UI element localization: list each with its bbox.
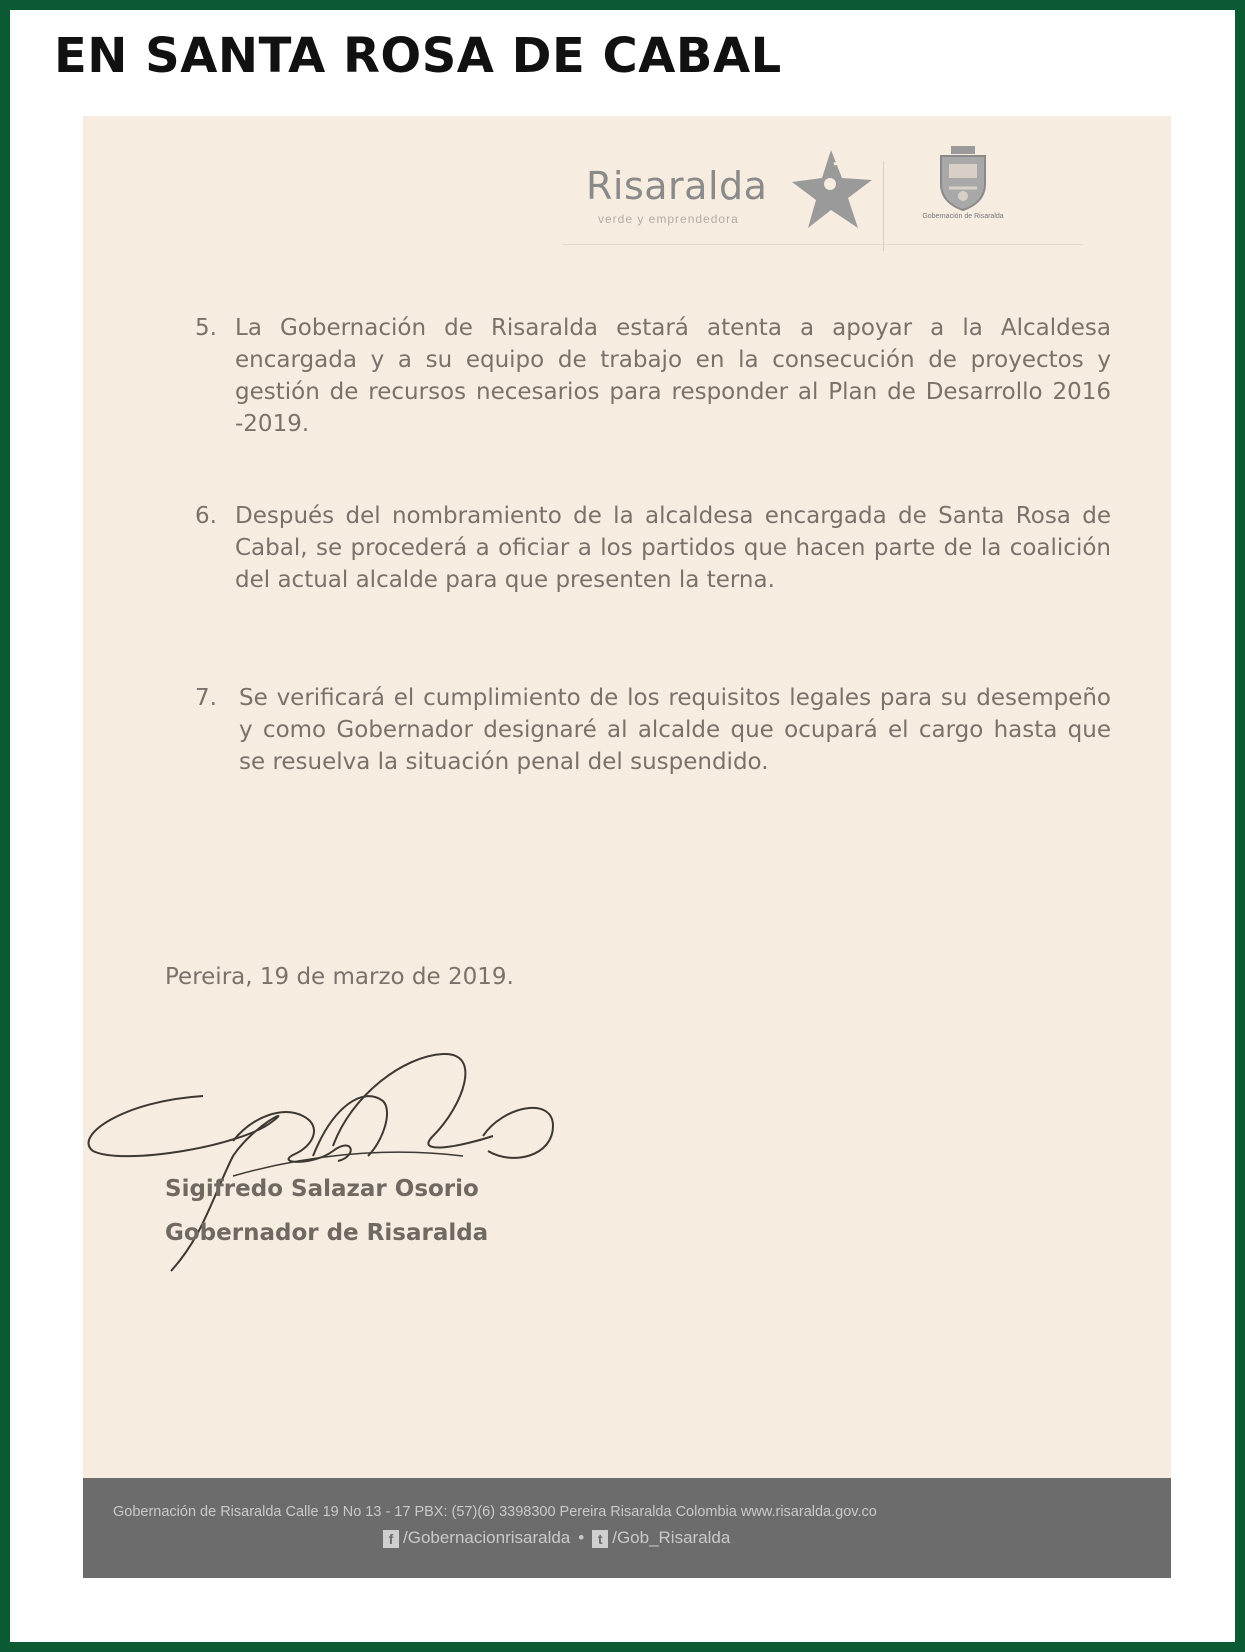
- brand-tagline: verde y emprendedora: [598, 212, 739, 226]
- scanned-letter: [83, 116, 1171, 1578]
- footer-address: Gobernación de Risaralda Calle 19 No 13 - 17 PBX: (57)(6) 3398300 Pereira Risaralda Colombia www.risaralda.gov.co: [113, 1504, 877, 1520]
- list-item: [195, 682, 1111, 812]
- facebook-handle: /Gobernacionrisaralda: [403, 1528, 571, 1547]
- headline: EN SANTA ROSA DE CABAL: [54, 28, 782, 84]
- item-number: 6.: [195, 503, 217, 529]
- brand-name: Risaralda: [586, 164, 768, 208]
- facebook-icon: f: [383, 1530, 399, 1548]
- letterhead-divider: [883, 161, 884, 251]
- letter-footer: [83, 1478, 1171, 1578]
- item-number: 5.: [195, 315, 217, 341]
- list-item: [195, 500, 1111, 630]
- date-line: Pereira, 19 de marzo de 2019.: [165, 964, 514, 990]
- letterhead-rule: [563, 244, 1083, 245]
- twitter-icon: t: [592, 1530, 608, 1548]
- signer-name: Sigifredo Salazar Osorio: [165, 1176, 479, 1202]
- item-text: La Gobernación de Risaralda estará atenta a apoyar a la Alcaldesa encargada y a su equipo de trabajo en la consecución de proyectos y gestión de recursos necesarios para responder al Plan de Desarrollo 2016 -2019.: [235, 315, 1111, 437]
- item-text: Se verificará el cumplimiento de los requisitos legales para su desempeño y como Gobernador designaré al alcalde que ocupará el cargo hasta que se resuelva la situación penal del suspendido.: [239, 685, 1111, 775]
- handwritten-signature: [83, 1046, 603, 1286]
- risaralda-logo: [586, 164, 966, 254]
- coat-of-arms-icon: [923, 144, 1003, 214]
- gobernacion-crest: [923, 144, 1003, 244]
- footer-separator: •: [578, 1528, 585, 1547]
- item-text: Después del nombramiento de la alcaldesa encargada de Santa Rosa de Cabal, se procederá a oficiar a los partidos que hacen parte de la coalición del actual alcalde para que presenten la terna.: [235, 503, 1111, 593]
- crest-caption: Gobernación de Risaralda: [922, 213, 1004, 220]
- list-item: [195, 312, 1111, 442]
- signer-title: Gobernador de Risaralda: [165, 1220, 489, 1246]
- star-logo-icon: [786, 142, 876, 232]
- twitter-handle: /Gob_Risaralda: [612, 1528, 731, 1547]
- footer-social: [383, 1528, 730, 1548]
- item-number: 7.: [195, 685, 217, 711]
